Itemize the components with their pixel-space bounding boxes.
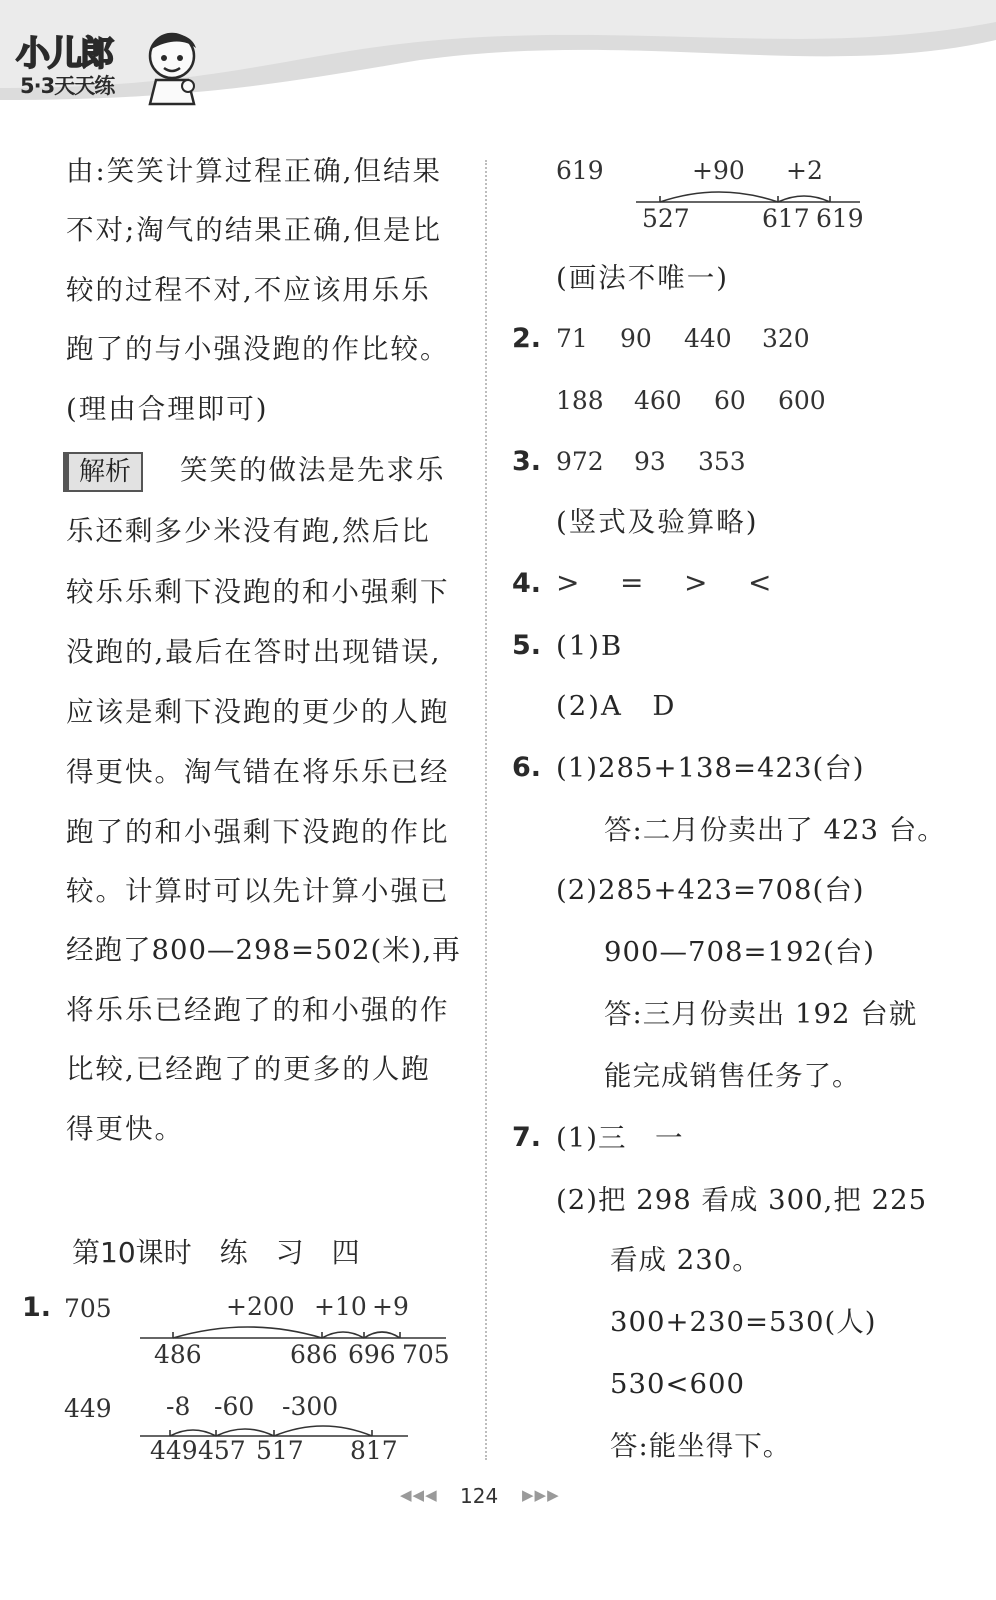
answer-value: 188: [556, 386, 604, 415]
note-text: (画法不唯一): [556, 262, 729, 294]
reason-note: (理由合理即可): [66, 393, 269, 425]
brand-subtitle: 5·3天天练: [20, 74, 115, 98]
analysis-line: 应该是剩下没跑的更少的人跑: [66, 696, 450, 728]
analysis-line: 乐还剩多少米没有跑,然后比: [66, 515, 431, 547]
answer-line: 看成 230。: [610, 1244, 761, 1276]
reason-line: 跑了的与小强没跑的作比较。: [66, 333, 450, 365]
column-divider: [485, 160, 487, 1460]
answer-line: (1)三 一: [556, 1122, 684, 1154]
next-arrows-icon: ▶▶▶: [522, 1486, 560, 1504]
point-label: 705: [402, 1340, 450, 1369]
reason-line: 由:笑笑计算过程正确,但结果: [66, 155, 443, 187]
question-number: 3.: [512, 446, 542, 477]
answer-line: 答:三月份卖出 192 台就: [604, 998, 918, 1030]
answer-value: 71: [556, 324, 588, 353]
analysis-line: 笑笑的做法是先求乐: [180, 454, 446, 486]
answer-line: (2)285+423=708(台): [556, 874, 865, 906]
point-label: 449: [150, 1436, 198, 1465]
question-number: 6.: [512, 752, 542, 783]
jump-label: +10: [314, 1292, 367, 1321]
reason-line: 较的过程不对,不应该用乐乐: [66, 274, 431, 306]
prev-arrows-icon: ◀◀◀: [400, 1486, 438, 1504]
comparison-symbol: >: [556, 566, 580, 599]
point-label: 696: [348, 1340, 396, 1369]
answer-line: 300+230=530(人): [610, 1306, 877, 1338]
answer-value: 449: [64, 1394, 112, 1423]
question-number: 4.: [512, 568, 542, 599]
answer-line: (1)B: [556, 630, 624, 662]
answer-value: 600: [778, 386, 826, 415]
answer-value: 90: [620, 324, 652, 353]
jump-label: -300: [282, 1392, 339, 1421]
answer-value: 60: [714, 386, 746, 415]
analysis-line: 较。计算时可以先计算小强已: [66, 875, 450, 907]
page-number: 124: [460, 1484, 499, 1508]
question-number: 1.: [22, 1292, 52, 1323]
comparison-symbol: <: [748, 566, 772, 599]
answer-value: 705: [64, 1294, 112, 1323]
brand-logo: [14, 26, 210, 106]
answer-line: 答:能坐得下。: [610, 1430, 792, 1462]
answer-value: 440: [684, 324, 732, 353]
point-label: 619: [816, 204, 864, 233]
answer-value: 320: [762, 324, 810, 353]
point-label: 686: [290, 1340, 338, 1369]
question-number: 2.: [512, 323, 542, 354]
point-label: 457: [198, 1436, 246, 1465]
comparison-symbol: >: [684, 566, 708, 599]
answer-line: 答:二月份卖出了 423 台。: [604, 814, 946, 846]
question-number: 7.: [512, 1122, 542, 1153]
analysis-line: 经跑了800—298=502(米),再: [66, 934, 461, 966]
jump-label: +200: [226, 1292, 295, 1321]
brand-name: 小儿郎: [16, 34, 112, 74]
point-label: 817: [350, 1436, 398, 1465]
analysis-line: 得更快。: [66, 1113, 184, 1145]
answer-line: (1)285+138=423(台): [556, 752, 865, 784]
reason-line: 不对;淘气的结果正确,但是比: [66, 214, 443, 246]
point-label: 486: [154, 1340, 202, 1369]
analysis-line: 比较,已经跑了的更多的人跑: [66, 1053, 431, 1085]
jump-label: +2: [786, 156, 823, 185]
point-label: 517: [256, 1436, 304, 1465]
answer-value: 460: [634, 386, 682, 415]
analysis-line: 较乐乐剩下没跑的和小强剩下: [66, 576, 450, 608]
jump-label: -8: [166, 1392, 191, 1421]
note-text: (竖式及验算略): [556, 506, 759, 538]
point-label: 527: [642, 204, 690, 233]
answer-line: 能完成销售任务了。: [604, 1060, 861, 1092]
jump-label: +90: [692, 156, 745, 185]
answer-line: 530<600: [610, 1368, 746, 1400]
question-number: 5.: [512, 630, 542, 661]
point-label: 617: [762, 204, 810, 233]
analysis-line: 将乐乐已经跑了的和小强的作: [66, 994, 450, 1026]
analysis-line: 跑了的和小强剩下没跑的作比: [66, 816, 450, 848]
mascot-icon: [140, 26, 208, 106]
analysis-line: 没跑的,最后在答时出现错误,: [66, 636, 442, 668]
jump-label: +9: [372, 1292, 409, 1321]
answer-value: 93: [634, 447, 666, 476]
answer-line: (2)A D: [556, 690, 677, 722]
comparison-symbol: =: [620, 566, 644, 599]
answer-line: 900—708=192(台): [604, 936, 875, 968]
analysis-line: 得更快。淘气错在将乐乐已经: [66, 756, 450, 788]
page-footer: [0, 1480, 996, 1520]
analysis-label: 解析: [63, 452, 143, 492]
answer-value: 972: [556, 447, 604, 476]
jump-label: -60: [214, 1392, 255, 1421]
lesson-title: 第10课时 练 习 四: [72, 1236, 360, 1269]
answer-value: 619: [556, 156, 604, 185]
answer-line: (2)把 298 看成 300,把 225: [556, 1184, 928, 1216]
answer-value: 353: [698, 447, 746, 476]
